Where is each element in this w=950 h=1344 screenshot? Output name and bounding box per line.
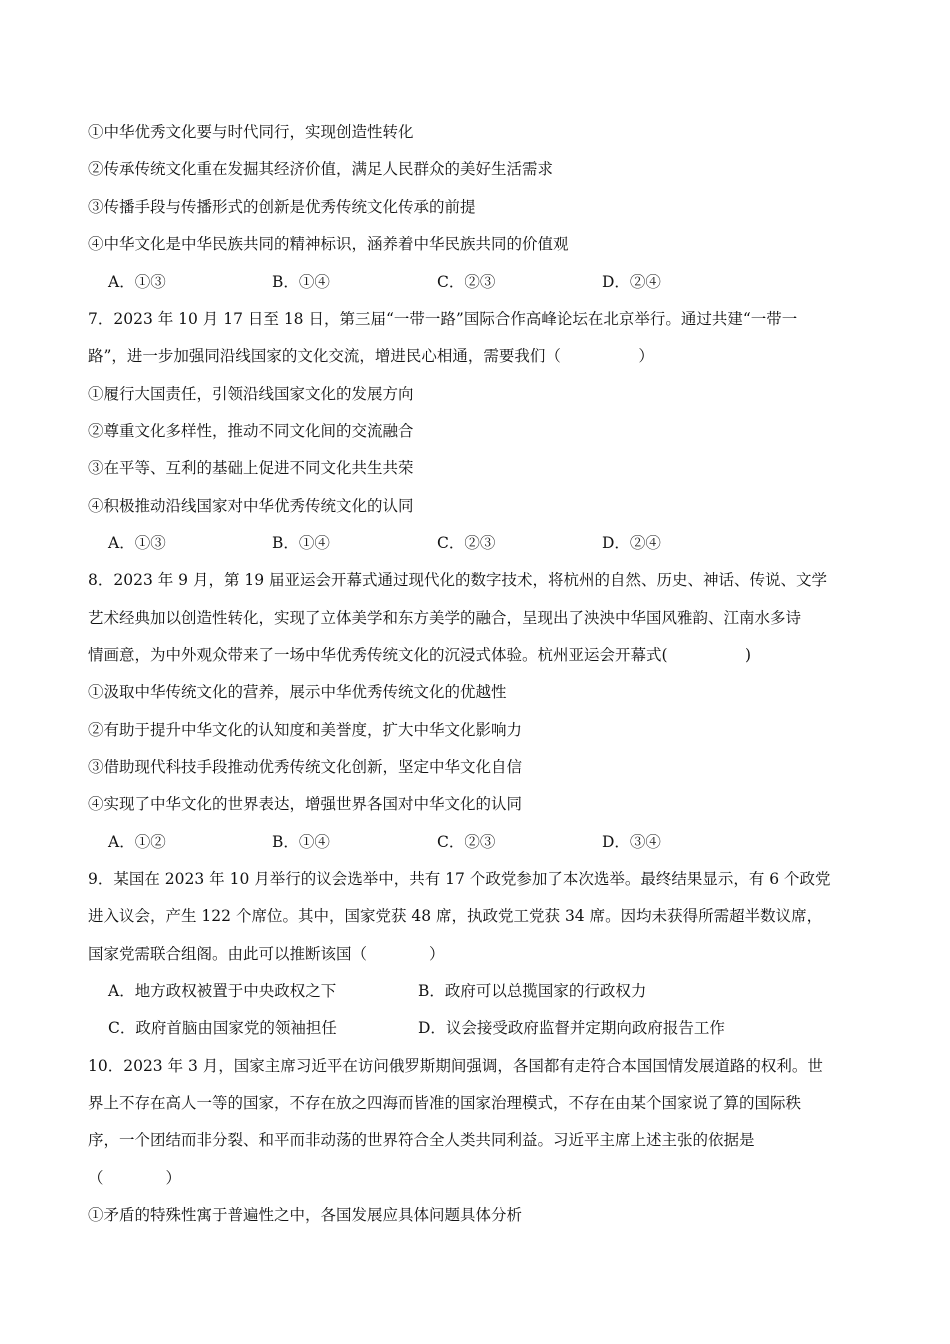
q6-option-b: B．①④ [272, 273, 330, 291]
q8-stem-line-1: 8．2023 年 9 月，第 19 届亚运会开幕式通过现代化的数字技术，将杭州的自然、历史、神话、传说、文学 [88, 571, 828, 589]
q8-stem-line-3: 情画意，为中外观众带来了一场中华优秀传统文化的沉浸式体验。杭州亚运会开幕式( ) [88, 646, 752, 664]
q6-option-c: C．②③ [437, 273, 496, 291]
q10-stem-line-1: 10．2023 年 3 月，国家主席习近平在访问俄罗斯期间强调，各国都有走符合本国国情发展道路的权利。世 [88, 1057, 823, 1075]
q6-statement-1: ①中华优秀文化要与时代同行，实现创造性转化 [88, 123, 414, 141]
q8-statement-3: ③借助现代科技手段推动优秀传统文化创新，坚定中华文化自信 [88, 758, 523, 776]
q6-statement-3: ③传播手段与传播形式的创新是优秀传统文化传承的前提 [88, 198, 476, 216]
q6-statement-2: ②传承传统文化重在发掘其经济价值，满足人民群众的美好生活需求 [88, 160, 554, 178]
q7-stem-line-1: 7．2023 年 10 月 17 日至 18 日，第三届“一带一路”国际合作高峰论坛在北京举行。通过共建“一带一 [88, 310, 798, 328]
q7-stem-line-2: 路”，进一步加强同沿线国家的文化交流，增进民心相通，需要我们（ ） [88, 347, 654, 365]
q9-option-b: B．政府可以总揽国家的行政权力 [418, 982, 647, 1000]
q7-options [108, 532, 808, 554]
q7-option-a: A．①③ [108, 534, 166, 552]
q7-option-b: B．①④ [272, 534, 330, 552]
q7-option-c: C．②③ [437, 534, 496, 552]
q9-option-a: A．地方政权被置于中央政权之下 [108, 982, 337, 1000]
q9-options-row-1 [108, 980, 868, 1002]
q8-option-b: B．①④ [272, 833, 330, 851]
q7-statement-3: ③在平等、互利的基础上促进不同文化共生共荣 [88, 459, 414, 477]
q9-stem-line-1: 9．某国在 2023 年 10 月举行的议会选举中，共有 17 个政党参加了本次选举。最终结果显示，有 6 个政党 [88, 870, 831, 888]
q8-statement-1: ①汲取中华传统文化的营养，展示中华优秀传统文化的优越性 [88, 683, 507, 701]
q7-statement-4: ④积极推动沿线国家对中华优秀传统文化的认同 [88, 497, 414, 515]
q8-statement-2: ②有助于提升中华文化的认知度和美誉度，扩大中华文化影响力 [88, 721, 523, 739]
q6-option-a: A．①③ [108, 273, 166, 291]
q7-statement-2: ②尊重文化多样性，推动不同文化间的交流融合 [88, 422, 414, 440]
q9-option-d: D．议会接受政府监督并定期向政府报告工作 [418, 1019, 725, 1037]
q9-options-row-2 [108, 1017, 868, 1039]
q8-option-d: D．③④ [602, 833, 661, 851]
q10-stem-line-4: （ ） [88, 1169, 182, 1187]
q7-statement-1: ①履行大国责任，引领沿线国家文化的发展方向 [88, 385, 414, 403]
q7-option-d: D．②④ [602, 534, 661, 552]
q9-option-c: C．政府首脑由国家党的领袖担任 [108, 1019, 337, 1037]
q8-options [108, 831, 808, 853]
q6-option-d: D．②④ [602, 273, 661, 291]
q8-stem-line-2: 艺术经典加以创造性转化，实现了立体美学和东方美学的融合，呈现出了泱泱中华国风雅韵、江南水多诗 [88, 609, 802, 627]
q8-option-c: C．②③ [437, 833, 496, 851]
q8-option-a: A．①② [108, 833, 166, 851]
q6-options [108, 271, 808, 293]
q6-statement-4: ④中华文化是中华民族共同的精神标识，涵养着中华民族共同的价值观 [88, 235, 569, 253]
q10-statement-1: ①矛盾的特殊性寓于普遍性之中，各国发展应具体问题具体分析 [88, 1206, 523, 1224]
q9-stem-line-3: 国家党需联合组阁。由此可以推断该国（ ） [88, 945, 445, 963]
q10-stem-line-2: 界上不存在高人一等的国家，不存在放之四海而皆准的国家治理模式，不存在由某个国家说了算的国际秩 [88, 1094, 802, 1112]
q8-statement-4: ④实现了中华文化的世界表达，增强世界各国对中华文化的认同 [88, 795, 523, 813]
q10-stem-line-3: 序，一个团结而非分裂、和平而非动荡的世界符合全人类共同利益。习近平主席上述主张的依据是 [88, 1131, 755, 1149]
q9-stem-line-2: 进入议会，产生 122 个席位。其中，国家党获 48 席，执政党工党获 34 席。因均未获得所需超半数议席， [88, 907, 823, 925]
